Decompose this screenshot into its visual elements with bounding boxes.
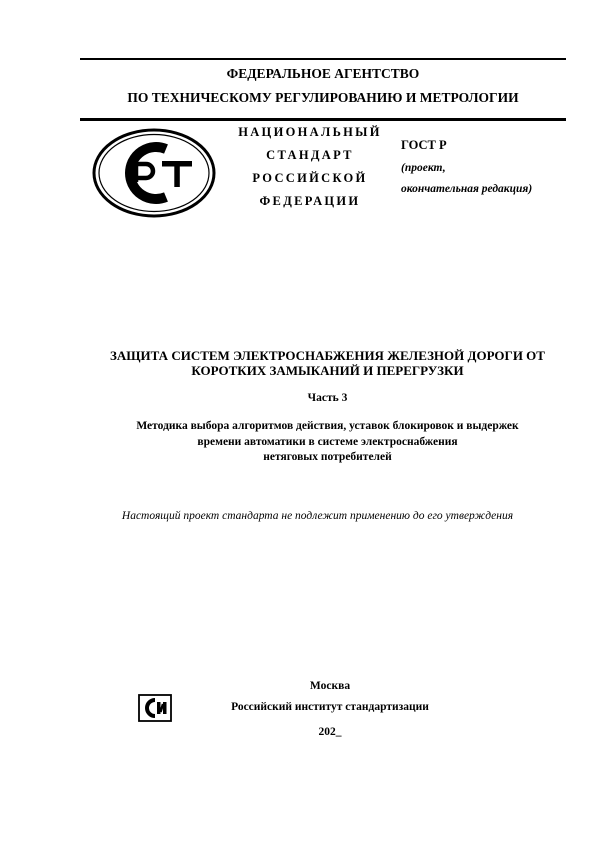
draft-status-line-2: окончательная редакция) — [401, 183, 533, 195]
document-title-line-1: ЗАЩИТА СИСТЕМ ЭЛЕКТРОСНАБЖЕНИЯ ЖЕЛЕЗНОЙ ДОРОГИ ОТ — [110, 348, 545, 363]
standartinform-logo-icon — [138, 694, 172, 722]
national-line-4: ФЕДЕРАЦИИ — [259, 194, 361, 208]
draft-notice: Настоящий проект стандарта не подлежит применению до его утверждения — [121, 510, 514, 522]
agency-line-2: ПО ТЕХНИЧЕСКОМУ РЕГУЛИРОВАНИЮ И МЕТРОЛОГИИ — [127, 90, 519, 105]
agency-line-1: ФЕДЕРАЛЬНОЕ АГЕНТСТВО — [226, 66, 420, 81]
header-rule — [80, 118, 566, 121]
national-line-1: НАЦИОНАЛЬНЫЙ — [238, 125, 382, 139]
document-subtitle-line-1: Методика выбора алгоритмов действия, уставок блокировок и выдержек — [136, 420, 519, 432]
document-part: Часть 3 — [307, 392, 348, 404]
draft-status-line-1: (проект, — [401, 162, 446, 174]
document-title-line-2: КОРОТКИХ ЗАМЫКАНИЙ И ПЕРЕГРУЗКИ — [191, 363, 464, 378]
gost-label: ГОСТ Р — [401, 138, 447, 152]
publisher-city: Москва — [309, 680, 351, 692]
publication-year: 202_ — [318, 726, 342, 738]
top-rule — [80, 58, 566, 60]
rst-emblem-icon — [92, 128, 216, 218]
document-subtitle-line-2: времени автоматики в системе электроснабжения — [197, 436, 458, 448]
publisher-name: Российский институт стандартизации — [231, 701, 429, 713]
national-line-3: РОССИЙСКОЙ — [252, 171, 368, 185]
national-line-2: СТАНДАРТ — [266, 148, 354, 162]
document-subtitle-line-3: нетяговых потребителей — [263, 451, 392, 463]
